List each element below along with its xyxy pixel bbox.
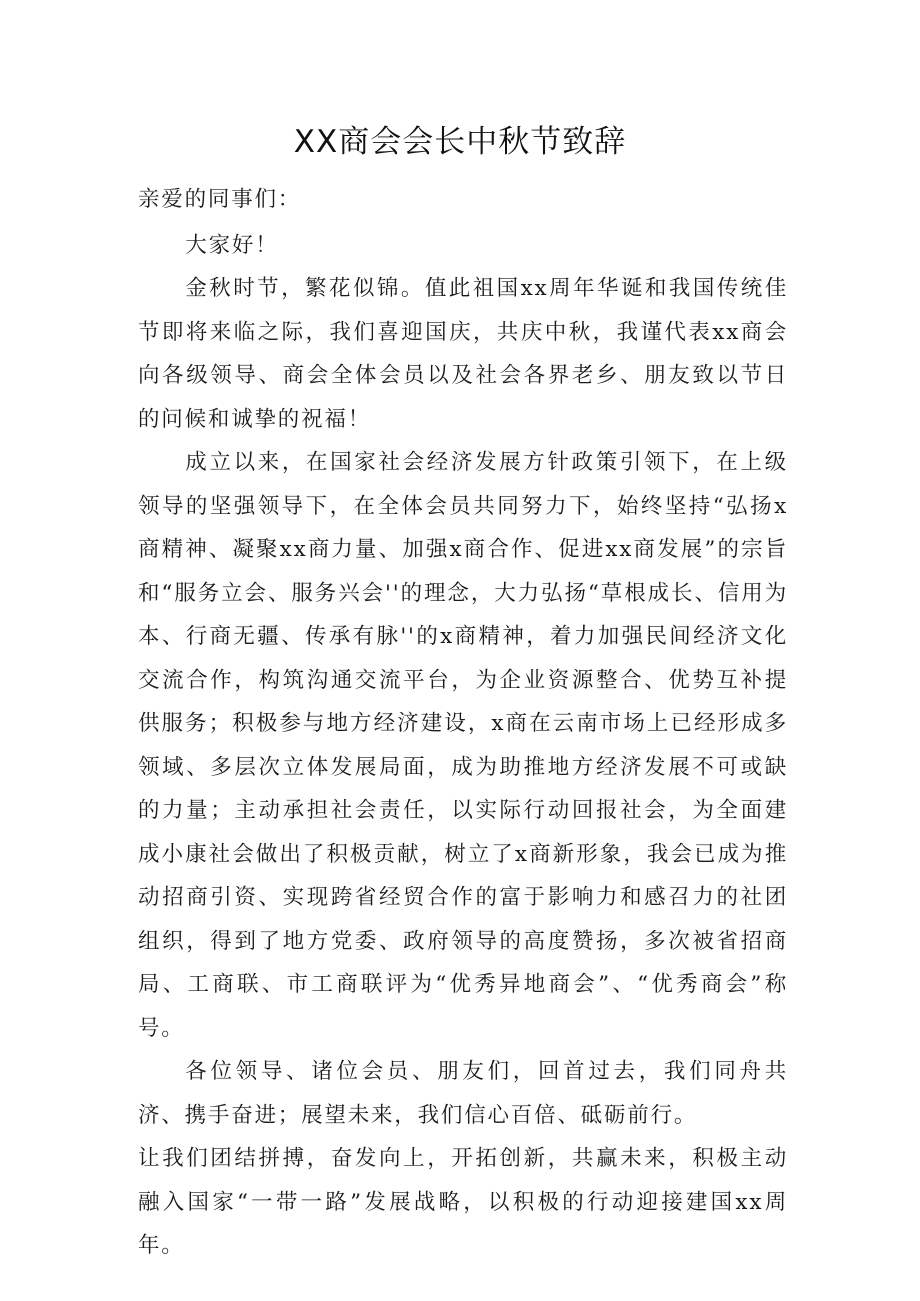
document-body — [138, 178, 788, 1268]
document-title: XX商会会长中秋节致辞 — [293, 124, 627, 160]
paragraph-holiday-wishes: 金秋时节，繁花似锦。值此祖国xx周年华诞和我国传统佳节即将来临之际，我们喜迎国庆，共庆中秋，我谨代表xx商会向各级领导、商会全体会员以及社会各界老乡、朋友致以节日的问候和诚挚的祝福！ — [138, 276, 788, 432]
paragraph-closing: 让我们团结拼搏，奋发向上，开拓创新，共赢未来，积极主动融入国家“一带一路”发展战略，以积极的行动迎接建国xx周年。 — [138, 1146, 788, 1258]
greeting: 大家好！ — [185, 232, 279, 258]
paragraph-achievements: 成立以来，在国家社会经济发展方针政策引领下，在上级领导的坚强领导下，在全体会员共同努力下，始终坚持“弘扬x商精神、凝聚xx商力量、加强x商合作、促进xx商发展”的宗旨和“服务立会、服务兴会''的理念，大力弘扬“草根成长、信用为本、行商无疆、传承有脉''的x商精神，着力加强民间经济文化交流合作，构筑沟通交流平台，为企业资源整合、优势互补提供服务；积极参与地方经济建设，x商在云南市场上已经形成多领域、多层次立体发展局面，成为助推地方经济发展不可或缺的力量；主动承担社会责任，以实际行动回报社会，为全面建成小康社会做出了积极贡献，树立了x商新形象，我会已成为推动招商引资、实现跨省经贸合作的富于影响力和感召力的社团组织，得到了地方党委、政府领导的高度赞扬，多次被省招商局、工商联、市工商联评为“优秀异地商会”、“优秀商会”称号。 — [138, 450, 788, 1041]
paragraph-reflection: 各位领导、诸位会员、朋友们，回首过去，我们同舟共济、携手奋进；展望未来，我们信心百倍、砥砺前行。 — [138, 1059, 788, 1128]
salutation: 亲爱的同事们： — [138, 187, 302, 212]
